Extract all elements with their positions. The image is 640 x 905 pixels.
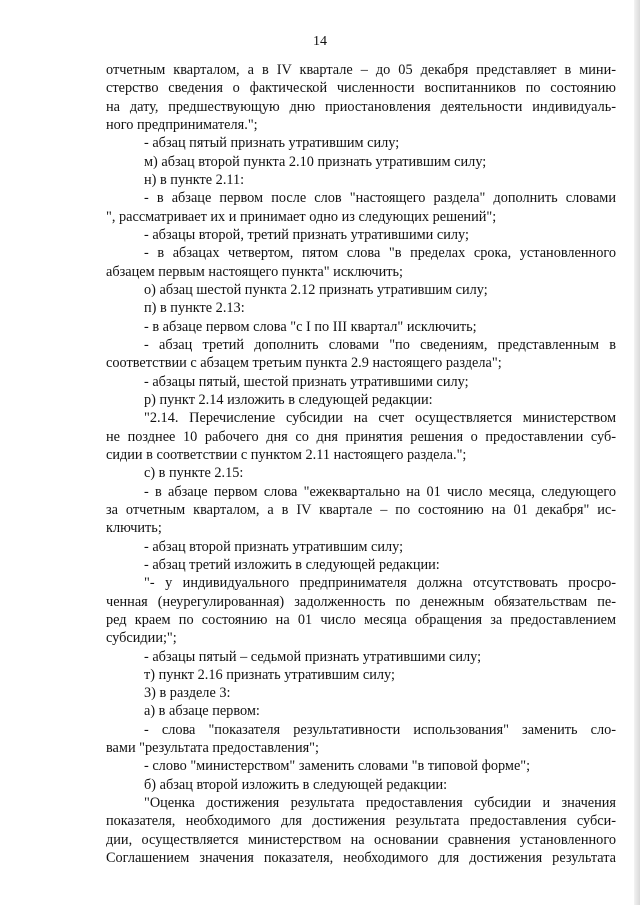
text-line: р) пункт 2.14 изложить в следующей редакции: [144, 391, 433, 408]
text-line: абзацем первым настоящего пункта" исключить; [106, 263, 403, 280]
text-line: - в абзаце первом после слов "настоящего раздела" дополнить словами [144, 190, 616, 207]
text-line: - в абзацах четвертом, пятом слова "в пределах срока, установленного [144, 245, 616, 262]
text-line: - абзацы пятый, шестой признать утратившими силу; [144, 373, 469, 390]
text-line: - абзац пятый признать утратившим силу; [144, 135, 400, 152]
scan-edge-shadow [634, 0, 640, 905]
text-line: ного предпринимателя."; [106, 116, 258, 133]
text-line: стерство сведения о фактической численности воспитанников по состоянию [106, 80, 616, 97]
text-line: с) в пункте 2.15: [144, 465, 244, 482]
text-line: - абзацы пятый – седьмой признать утратившими силу; [144, 648, 482, 665]
text-line: на дату, предшествующую дню приостановления деятельности индивидуаль- [106, 98, 616, 115]
text-line: м) абзац второй пункта 2.10 признать утратившим силу; [144, 153, 487, 170]
text-line: субсидии;"; [106, 630, 177, 647]
text-line: а) в абзаце первом: [144, 703, 260, 720]
text-line: отчетным кварталом, а в IV квартале – до 05 декабря представляет в мини- [106, 62, 616, 78]
text-line: вами "результата предоставления"; [106, 740, 319, 757]
text-line: ред краем по состоянию на 01 число месяца обращения за предоставлением [106, 611, 616, 628]
text-line: не позднее 10 рабочего дня со дня принятия решения о предоставлении суб- [106, 428, 616, 445]
text-line: "Оценка достижения результата предоставления субсидии и значения [144, 795, 616, 812]
text-line: - абзацы второй, третий признать утратившими силу; [144, 226, 469, 243]
text-line: показателя, необходимого для достижения результата предоставления субси- [106, 813, 616, 830]
text-line: соответствии с абзацем третьим пункта 2.9 настоящего раздела"; [106, 355, 502, 372]
text-line: н) в пункте 2.11: [144, 171, 245, 188]
text-line: ключить; [106, 520, 162, 537]
text-line: - абзац третий изложить в следующей редакции: [144, 556, 440, 573]
text-line: 3) в разделе 3: [144, 685, 231, 702]
text-line: сидии в соответствии с пунктом 2.11 настоящего раздела."; [106, 446, 467, 463]
page-number: 14 [313, 34, 327, 49]
document-body [106, 61, 616, 867]
text-line: - абзац второй признать утратившим силу; [144, 538, 404, 555]
text-line: - в абзаце первом слова "ежеквартально на 01 число месяца, следующего [144, 483, 616, 500]
text-line: - абзац третий дополнить словами "по сведениям, представленным в [144, 336, 616, 353]
text-line: "2.14. Перечисление субсидии на счет осуществляется министерством [144, 410, 616, 427]
text-line: дии, осуществляется министерством на основании сравнения установленного [106, 831, 616, 848]
text-line: Соглашением значения показателя, необходимого для достижения результата [106, 850, 616, 867]
text-line: ченная (неурегулированная) задолженность по денежным обязательствам пе- [106, 593, 616, 610]
text-line: т) пункт 2.16 признать утратившим силу; [144, 666, 395, 683]
text-line: - слова "показателя результативности использования" заменить сло- [144, 721, 616, 738]
text-line: ", рассматривает их и принимает одно из следующих решений"; [106, 208, 497, 225]
text-line: - в абзаце первом слова "с I по III квартал" исключить; [144, 318, 477, 335]
text-line: о) абзац шестой пункта 2.12 признать утратившим силу; [144, 281, 488, 298]
text-line: б) абзац второй изложить в следующей редакции: [144, 776, 448, 793]
text-line: "- у индивидуального предпринимателя должна отсутствовать просро- [144, 575, 616, 592]
text-line: п) в пункте 2.13: [144, 300, 245, 317]
text-line: за отчетным кварталом, а в IV квартале – по состоянию на 01 декабря" ис- [106, 501, 616, 518]
text-line: - слово "министерством" заменить словами "в типовой форме"; [144, 758, 531, 775]
